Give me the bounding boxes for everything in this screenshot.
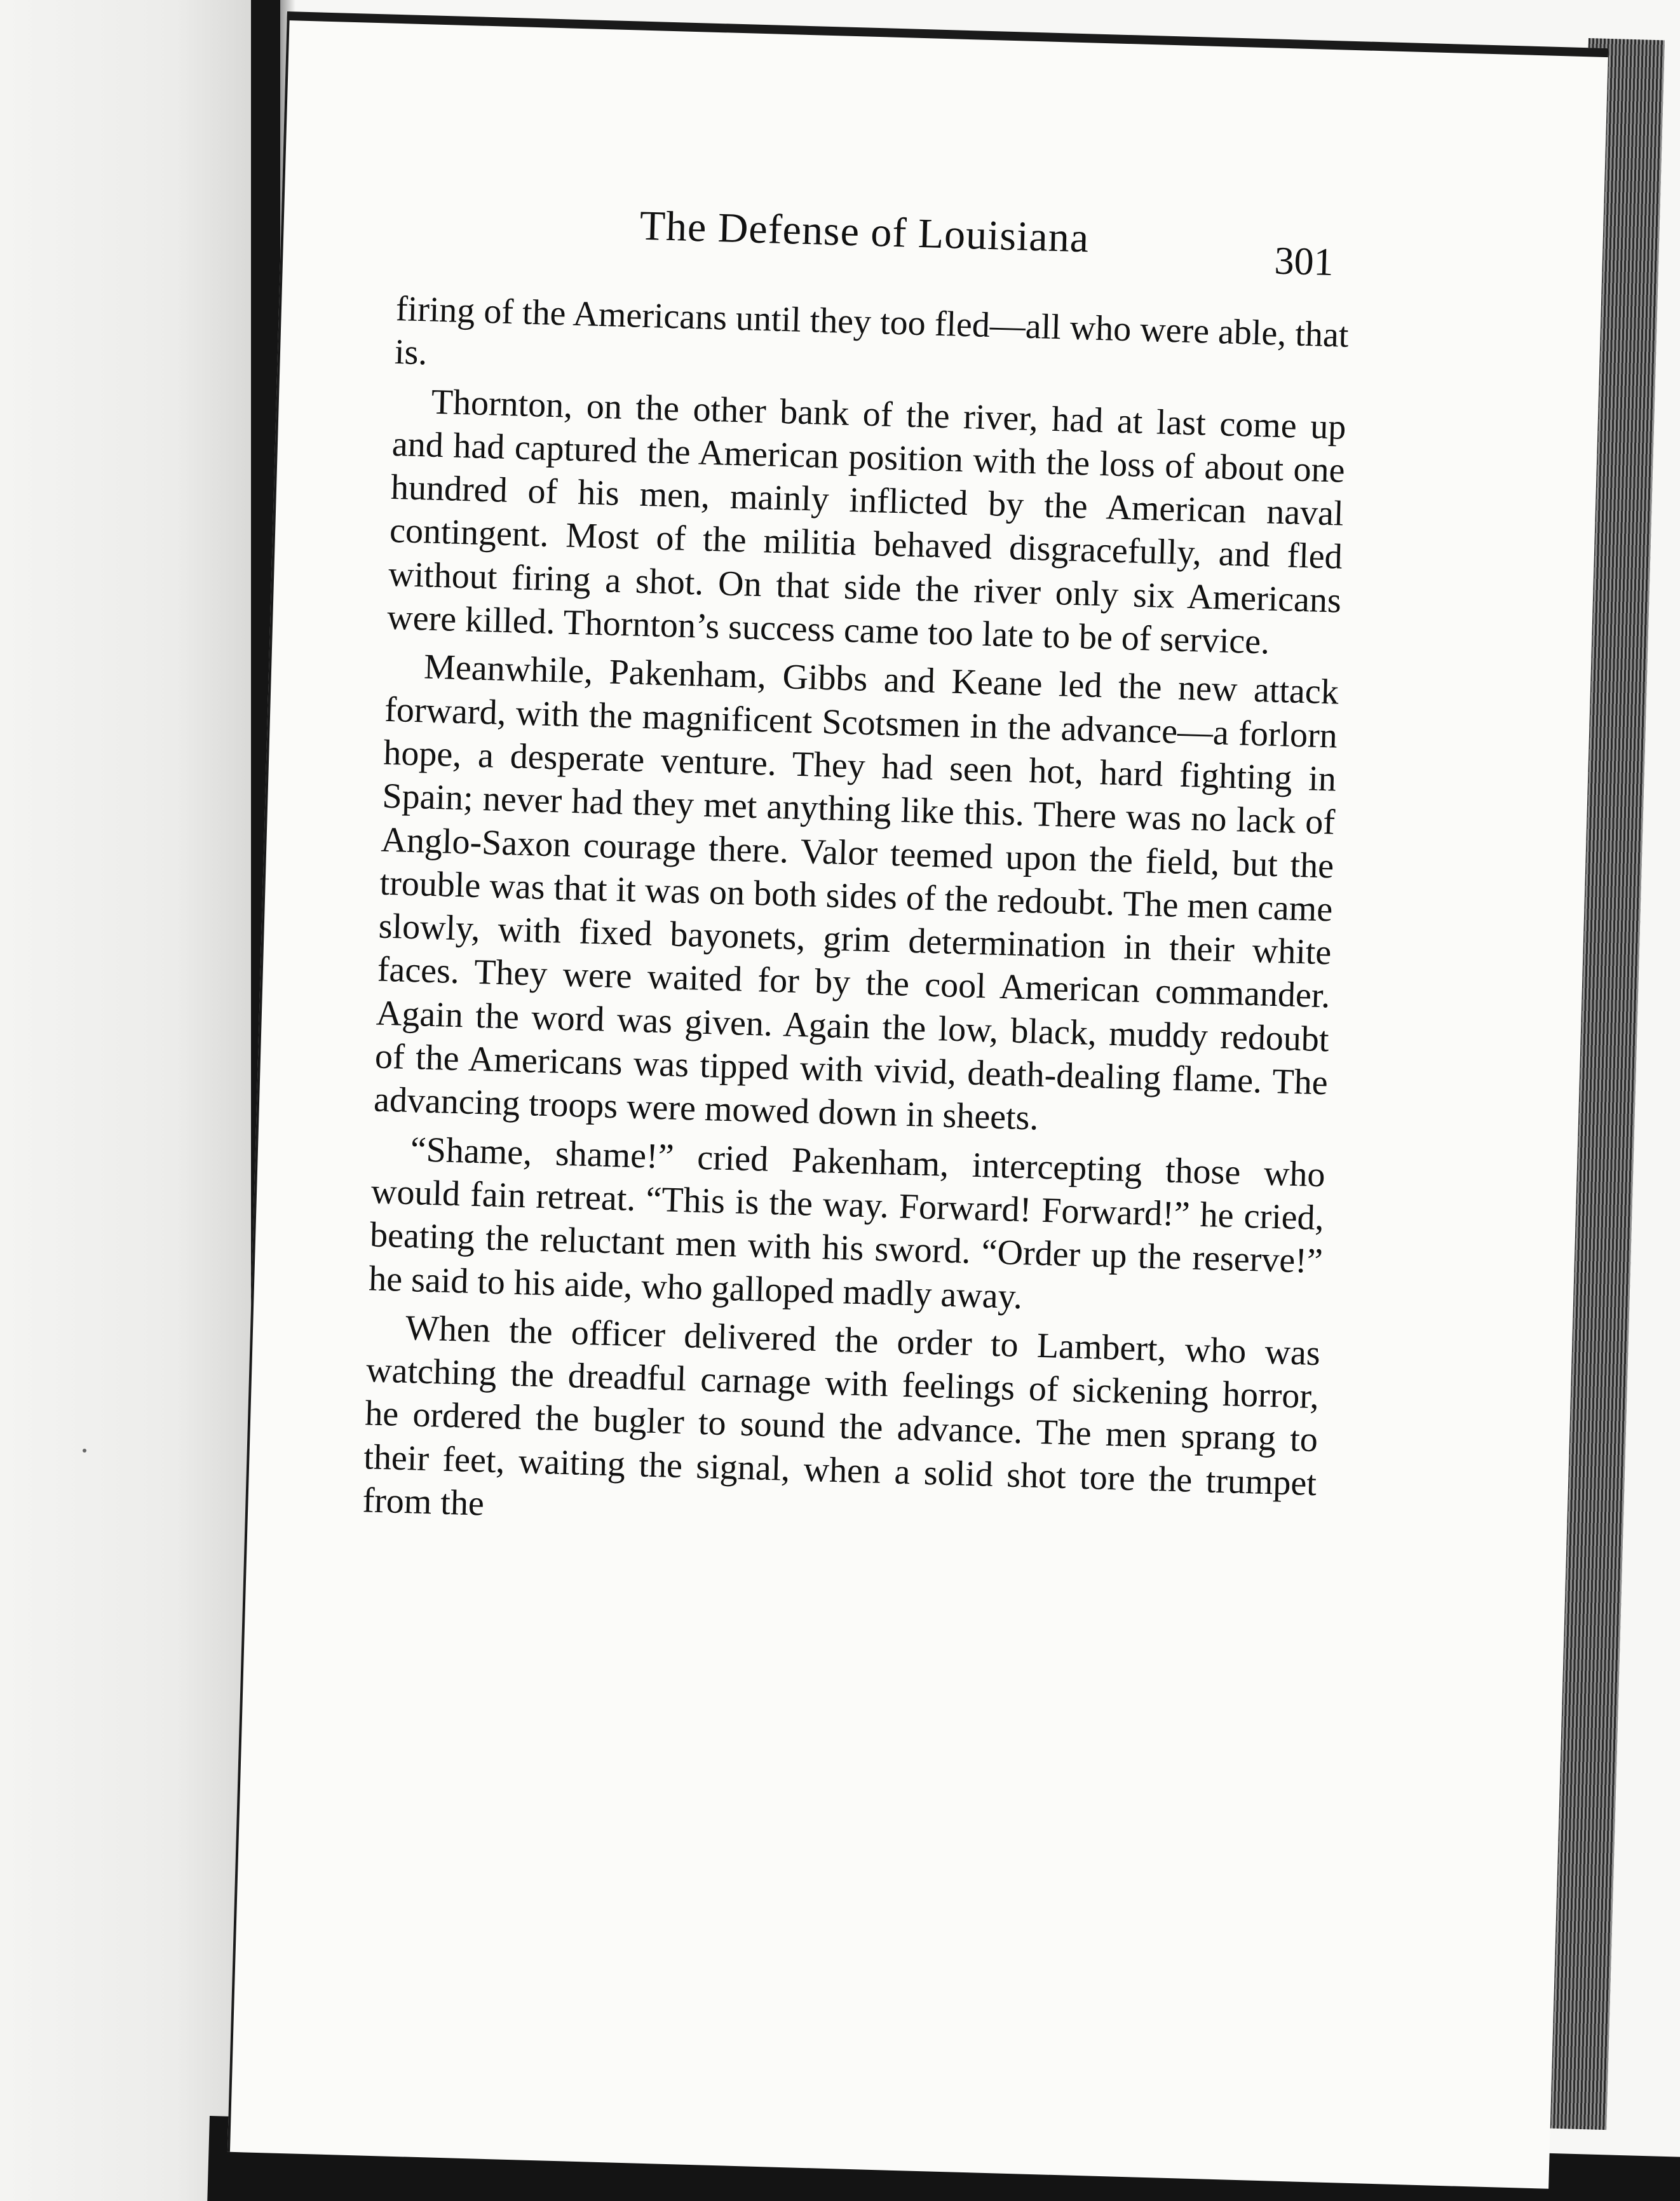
scan-speck bbox=[83, 1449, 86, 1453]
paragraph: Meanwhile, Pakenham, Gibbs and Keane led the new attack forward, with the magnificent Scotsmen in the advance—a forlorn hope, a desperate venture. They had seen hot, hard fighting in Spain; never had they met anything like this. There was no lack of Anglo-Saxon courage there. Valor teemed upon the field, but the trouble was that it was on both sides of the redoubt. The men came slowly, with fixed bayonets, grim determination in their white faces. They were waited for by the cool American commander. Again the word was given. Again the low, black, muddy redoubt of the Americans was tipped with vivid, death-dealing flame. The advancing troops were mowed down in sheets. bbox=[373, 647, 1339, 1139]
running-head: The Defense of Louisiana bbox=[639, 202, 1090, 262]
paragraph: Thornton, on the other bank of the river, had at last come up and had captured the American position with the loss of about one hundred of his men, mainly inflicted by the American naval contingent. Most of the militia behaved disgracefully, and fled without firing a shot. On that side the river only six Americans were killed. Thornton’s success came too late to be of service. bbox=[386, 382, 1347, 662]
book-page bbox=[227, 11, 1608, 2189]
body-text bbox=[362, 287, 1349, 1554]
paragraph: firing of the Americans until they too fled—all who were able, that is. bbox=[394, 288, 1350, 373]
left-facing-page bbox=[0, 0, 251, 2201]
paragraph: When the officer delivered the order to Lambert, who was watching the dreadful carnage with feelings of sickening horror, he ordered the bugler to sound the advance. The men sprang to their feet, waiting the signal, when a solid shot tore the trumpet from the bbox=[362, 1308, 1321, 1524]
paragraph: “Shame, shame!” cried Pakenham, intercepting those who would fain retreat. “This is the way. Forward! Forward!” he cried, beating the reluctant men with his sword. “Order up the reserve!” he said to his aide, who galloped madly away. bbox=[368, 1129, 1326, 1317]
page-number: 301 bbox=[1273, 239, 1334, 285]
